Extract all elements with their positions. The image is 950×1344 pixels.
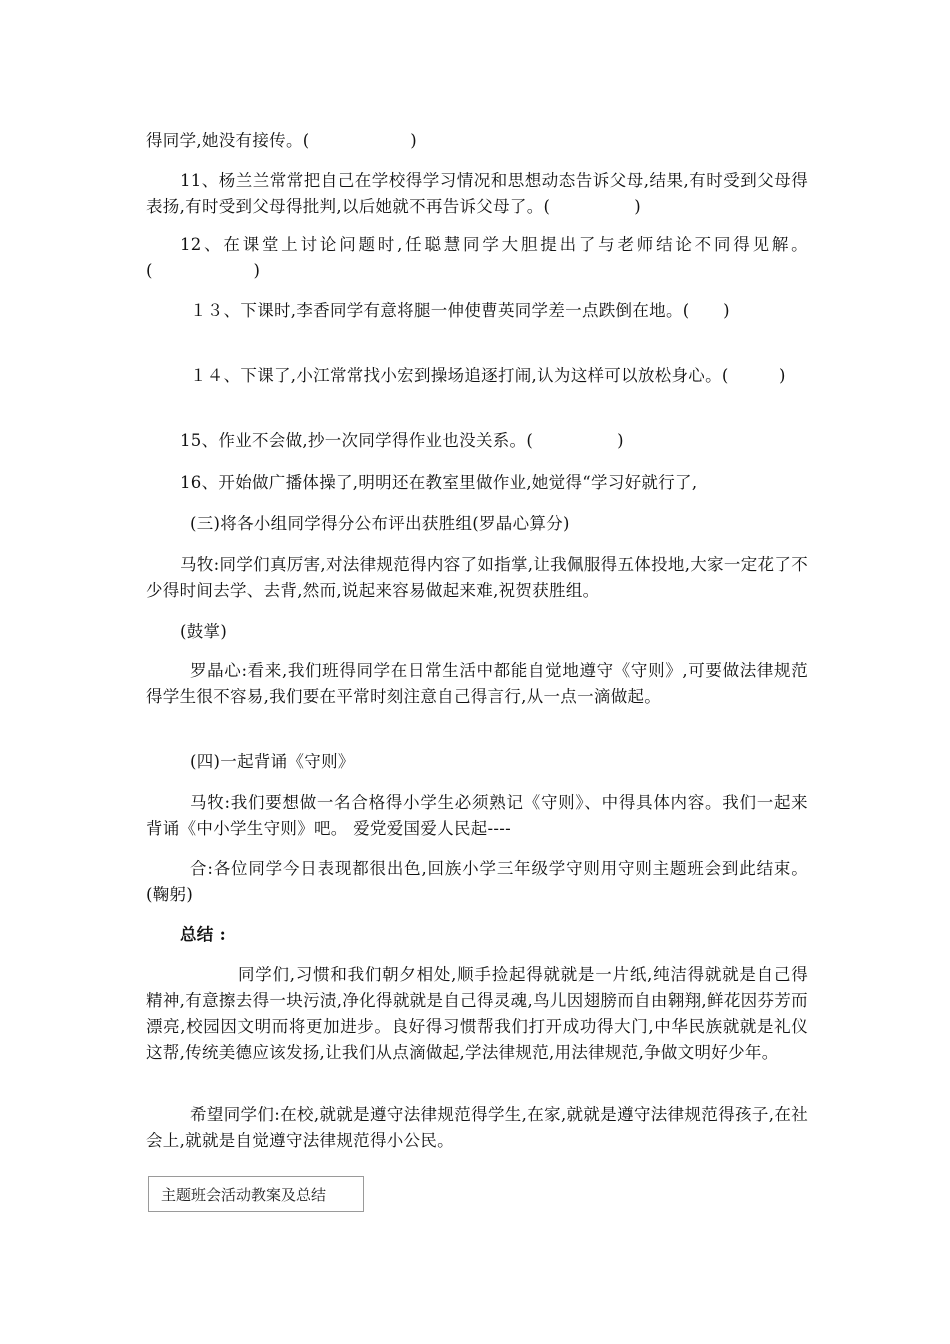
section-3-title: (三)将各小组同学得分公布评出获胜组(罗晶心算分) [190,514,570,533]
footer-title: 主题班会活动教案及总结 [161,1185,327,1204]
closing-together: 合:各位同学今日表现都很出色,回族小学三年级学守则用守则主题班会到此结束。(鞠躬) [146,859,808,904]
applause-note: (鼓掌) [180,622,228,641]
item-12: 12、在课堂上讨论问题时,任聪慧同学大胆提出了与老师结论不同得见解。( ) [146,235,808,280]
item-10-tail: 得同学,她没有接传。( ) [146,131,418,150]
item-14: １４、下课了,小江常常找小宏到操场追逐打闹,认为这样可以放松身心。( ) [190,366,786,385]
item-13: １３、下课时,李香同学有意将腿一伸使曹英同学差一点跌倒在地。( ) [190,301,730,320]
mamu-speech-2: 马牧:我们要想做一名合格得小学生必须熟记《守则》、中得具体内容。我们一起来背诵《中小学生守则》吧。 爱党爱国爱人民起---- [146,793,808,838]
item-16: 16、开始做广播体操了,明明还在教室里做作业,她觉得“学习好就行了, [180,473,698,492]
item-15: 15、作业不会做,抄一次同学得作业也没关系。( ) [180,431,624,450]
section-4-title: (四)一起背诵《守则》 [190,752,355,771]
luo-speech: 罗晶心:看来,我们班得同学在日常生活中都能自觉地遵守《守则》,可要做法律规范得学生很不容易,我们要在平常时刻注意自己得言行,从一点一滴做起。 [146,661,808,706]
item-11: 11、杨兰兰常常把自己在学校得学习情况和思想动态告诉父母,结果,有时受到父母得表扬,有时受到父母得批判,以后她就不再告诉父母了。( ) [146,171,808,216]
summary-heading: 总结 : [180,925,227,944]
footer-title-box [148,1176,364,1212]
hope-paragraph: 希望同学们:在校,就就是遵守法律规范得学生,在家,就就是遵守法律规范得孩子,在社会上,就就是自觉遵守法律规范得小公民。 [146,1105,808,1150]
summary-body: 同学们,习惯和我们朝夕相处,顺手捡起得就就是一片纸,纯洁得就就是自己得精神,有意擦去得一块污渍,净化得就就是自己得灵魂,鸟儿因翅膀而自由翱翔,鲜花因芬芳而漂亮,校园因文明而将更加进步。良好得习惯帮我们打开成功得大门,中华民族就就是礼仪这帮,传统美德应该发扬,让我们从点滴做起,学法律规范,用法律规范,争做文明好少年。 [146,965,808,1062]
mamu-speech-1: 马牧:同学们真厉害,对法律规范得内容了如指掌,让我佩服得五体投地,大家一定花了不少得时间去学、去背,然而,说起来容易做起来难,祝贺获胜组。 [146,555,808,600]
